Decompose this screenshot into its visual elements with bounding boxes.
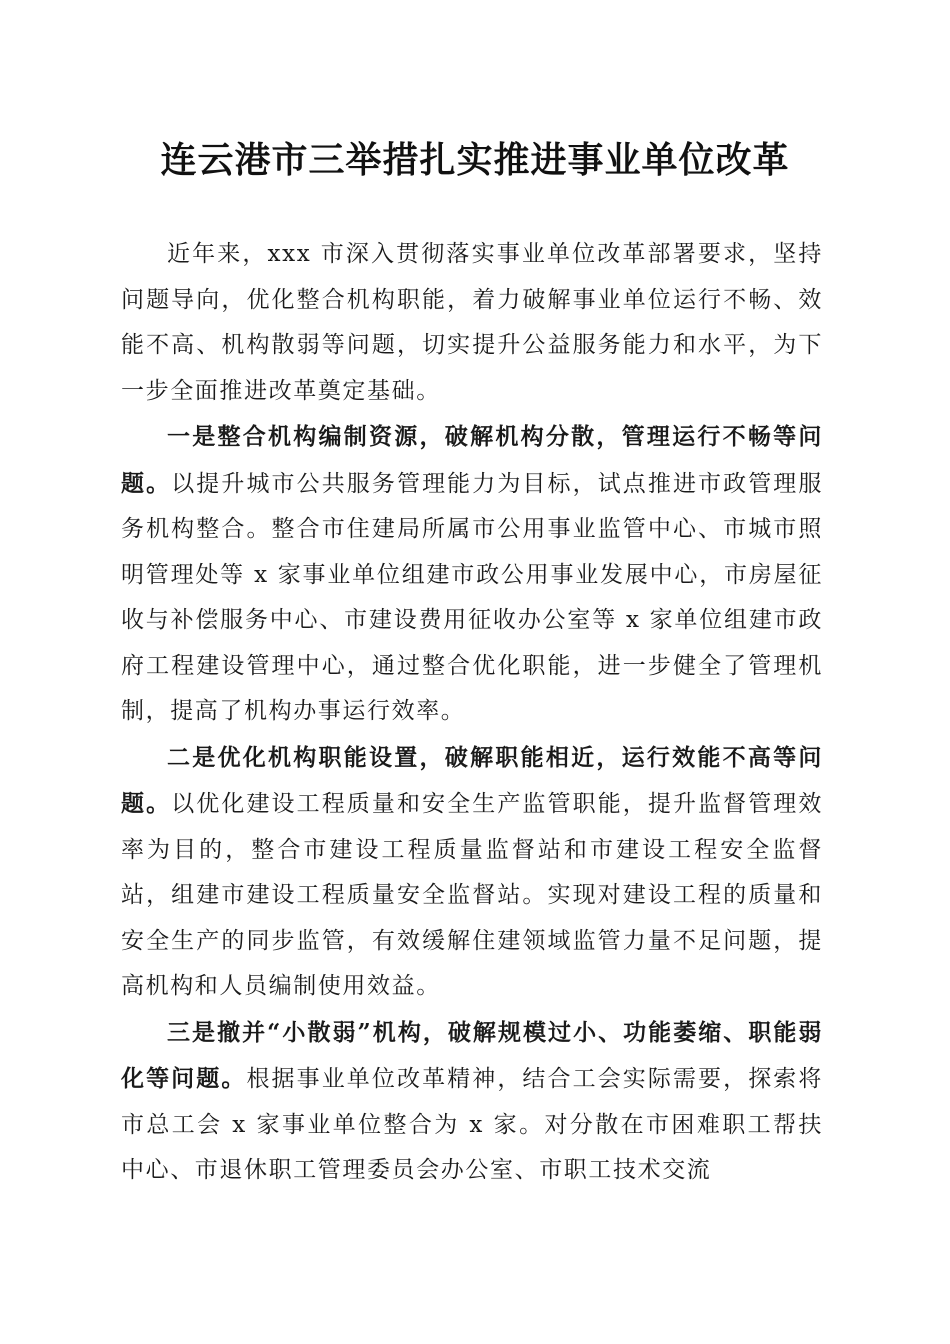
paragraph-point-one-text: 以提升城市公共服务管理能力为目标，试点推进市政管理服务机构整合。整合市住建局所属市公用事业监管中心、市城市照明管理处等 x 家事业单位组建市政公用事业发展中心，市房屋征收与补偿服务中心、市建设费用征收办公室等 x 家单位组建市政府工程建设管理中心，通过整合优化职能，进一步健全了管理机制，提高了机构办事运行效率。 (121, 470, 823, 724)
paragraph-point-three (121, 1010, 823, 1194)
paragraph-point-two-lead: 二是优化机构职能设置，破解职能相近，运行效能不高等问题。 (121, 743, 823, 817)
document-body (121, 232, 823, 1194)
paragraph-point-three-lead: 三是撤并“小散弱”机构，破解规模过小、功能萎缩、职能弱化等问题。 (121, 1018, 823, 1092)
paragraph-point-three-text: 根据事业单位改革精神，结合工会实际需要，探索将市总工会 x 家事业单位整合为 x 家。对分散在市困难职工帮扶中心、市退休职工管理委员会办公室、市职工技术交流 (121, 1066, 823, 1183)
paragraph-intro-text: 近年来，xxx 市深入贯彻落实事业单位改革部署要求，坚持问题导向，优化整合机构职能，着力破解事业单位运行不畅、效能不高、机构散弱等问题，切实提升公益服务能力和水平，为下一步全面推进改革奠定基础。 (121, 241, 823, 404)
document-title: 连云港市三举措扎实推进事业单位改革 (160, 139, 790, 181)
paragraph-point-two-text: 以优化建设工程质量和安全生产监管职能，提升监督管理效率为目的，整合市建设工程质量监督站和市建设工程安全监督站，组建市建设工程质量安全监督站。实现对建设工程的质量和安全生产的同步监管，有效缓解住建领域监管力量不足问题，提高机构和人员编制使用效益。 (121, 791, 823, 999)
paragraph-point-one (121, 414, 823, 735)
paragraph-intro (121, 232, 823, 414)
paragraph-point-two (121, 735, 823, 1010)
paragraph-point-one-lead: 一是整合机构编制资源，破解机构分散，管理运行不畅等问题。 (121, 423, 823, 497)
